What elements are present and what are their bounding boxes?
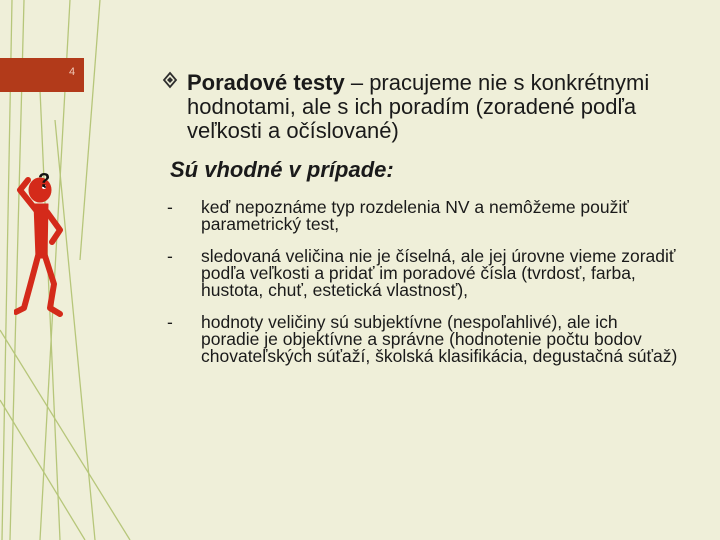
intro-paragraph <box>160 71 680 143</box>
list-item <box>160 314 680 365</box>
question-mark: ? <box>38 170 51 192</box>
dash-bullet: - <box>167 197 173 217</box>
diamond-outline-icon <box>162 71 178 95</box>
list-item-text: keď nepoznáme typ rozdelenia NV a nemôžeme použiť parametrický test, <box>201 197 629 234</box>
slide-content <box>160 71 680 380</box>
list-item-text: sledovaná veličina nie je číselná, ale jej úrovne vieme zoradiť podľa veľkosti a pridať im poradové čísla (tvrdosť, farba, hustota, chuť, estetická vlastnosť), <box>201 246 676 300</box>
slide-number: 4 <box>68 66 76 78</box>
list-item <box>160 199 680 233</box>
intro-text: – pracujeme nie s konkrétnymi hodnotami, ale s ich poradím (zoradené podľa veľkosti a očíslované) <box>187 70 650 143</box>
subheading: Sú vhodné v prípade: <box>170 157 394 182</box>
list-item <box>160 248 680 299</box>
intro-term: Poradové testy <box>187 70 345 95</box>
list-item-text: hodnoty veličiny sú subjektívne (nespoľahlivé), ale ich poradie je objektívne a správne (hodnotenie počtu bodov chovateľských súťaží, školská klasifikácia, degustačná súťaž) <box>201 312 678 366</box>
criteria-list <box>160 199 680 365</box>
dash-bullet: - <box>167 312 173 332</box>
dash-bullet: - <box>167 246 173 266</box>
